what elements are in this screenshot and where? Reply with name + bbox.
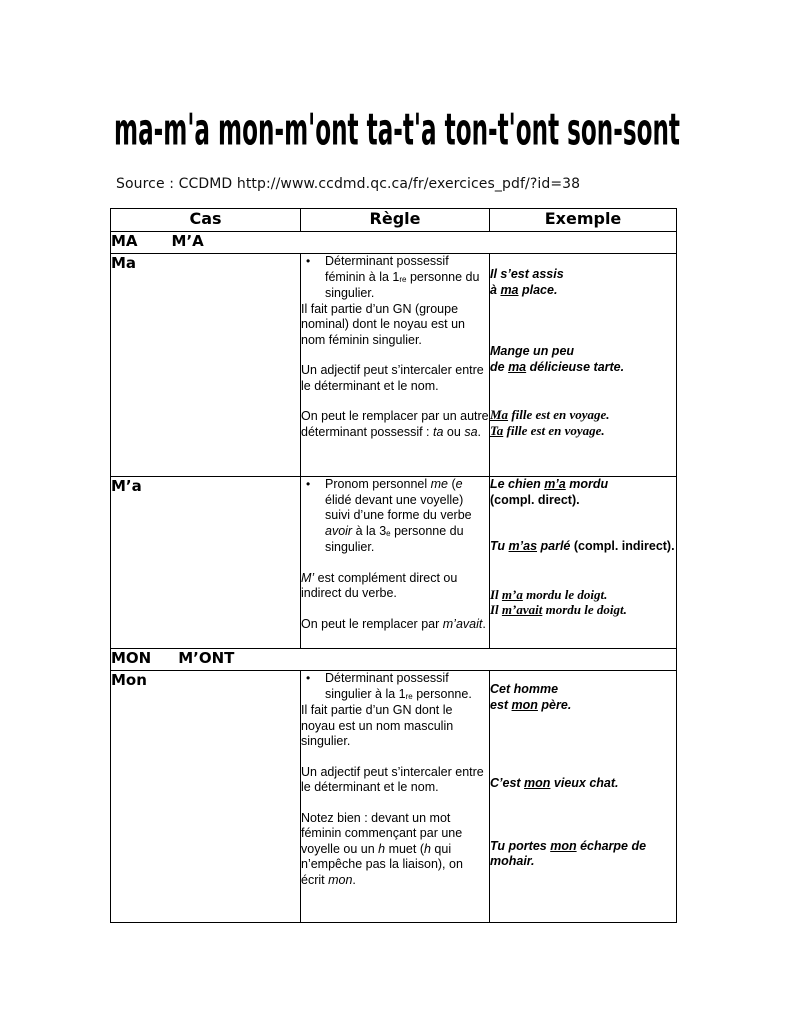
example-line: (compl. direct). (490, 492, 580, 507)
example-line: Le chien m’a mordu (490, 477, 609, 491)
section-label (111, 649, 677, 671)
example-line: Mange un peu (490, 344, 575, 358)
example-line: Ta fille est en voyage. (490, 422, 605, 438)
rule-text: M’ est complément direct ou indirect du verbe. (301, 570, 458, 600)
example-cell (490, 477, 677, 649)
example-line: C’est mon vieux chat. (490, 776, 619, 790)
example-line: à ma place. (490, 282, 558, 297)
header-row (111, 209, 677, 232)
rule-bullet: • Déterminant possessif singulier à la $1_{re}$ personne. (325, 671, 489, 703)
rule-cell (301, 671, 490, 923)
section-label-b: M’A (171, 232, 204, 250)
rule-text: Un adjectif peut s’intercaler entre le déterminant et le nom. (301, 363, 484, 393)
case-cell: Mon (111, 671, 301, 923)
example-line: Il m’avait mordu le doigt. (490, 602, 627, 617)
example-line: Tu portes mon écharpe de mohair. (490, 838, 647, 868)
rule-bullet: • Pronom personnel me (e élidé devant une voyelle) suivi d’une forme du verbe avoir à la $3_e$ personne du singulier. (325, 477, 489, 556)
rule-text: On peut le remplacer par un autre déterminant possessif : ta ou sa. (301, 409, 489, 439)
example-line: de ma délicieuse tarte. (490, 359, 625, 374)
example-line: Ma fille est en voyage. (490, 407, 610, 422)
table-row-m-a (111, 477, 677, 649)
table-row-mon (111, 671, 677, 923)
source-line: Source : CCDMD http://www.ccdmd.qc.ca/fr/exercices_pdf/?id=38 (116, 176, 581, 192)
grammar-table (110, 208, 677, 923)
rule-text: Il fait partie d’un GN (groupe nominal) dont le noyau est un nom féminin singulier. (301, 301, 465, 347)
case-cell: M’a (111, 477, 301, 649)
example-line: Tu m’as parlé (compl. indirect). (490, 539, 675, 553)
section-label-b: M’ONT (178, 649, 235, 667)
wordart-title-text: ma-m'a mon-m'ont ta-t'a ton-t'ont son-sont (114, 103, 680, 156)
rule-bullet: • Déterminant possessif féminin à la $1_{re}$ personne du singulier. (325, 254, 489, 302)
rule-text: On peut le remplacer par m’avait. (301, 616, 486, 631)
example-line: Cet homme (490, 682, 559, 696)
header-exemple: Exemple (490, 209, 677, 232)
example-line: Il m’a mordu le doigt. (490, 586, 608, 602)
header-regle: Règle (301, 209, 490, 232)
section-row-ma (111, 232, 677, 254)
section-label-a: MA (111, 232, 138, 250)
rule-text: Notez bien : devant un mot féminin commençant par une voyelle ou un h muet (h qui n’empêche pas la liaison), on écrit mon. (301, 810, 463, 887)
table-row-ma (111, 254, 677, 477)
section-label-a: MON (111, 649, 152, 667)
example-cell (490, 671, 677, 923)
rule-text: Il fait partie d’un GN dont le noyau est un nom masculin singulier. (301, 703, 454, 748)
wordart-title (110, 88, 685, 158)
rule-cell (301, 254, 490, 477)
rule-cell (301, 477, 490, 649)
case-cell: Ma (111, 254, 301, 477)
example-line: Il s’est assis (490, 267, 564, 281)
example-line: est mon père. (490, 697, 572, 712)
header-cas: Cas (111, 209, 301, 232)
example-cell (490, 254, 677, 477)
section-row-mon (111, 649, 677, 671)
section-label (111, 232, 677, 254)
rule-text: Un adjectif peut s’intercaler entre le déterminant et le nom. (301, 764, 484, 794)
